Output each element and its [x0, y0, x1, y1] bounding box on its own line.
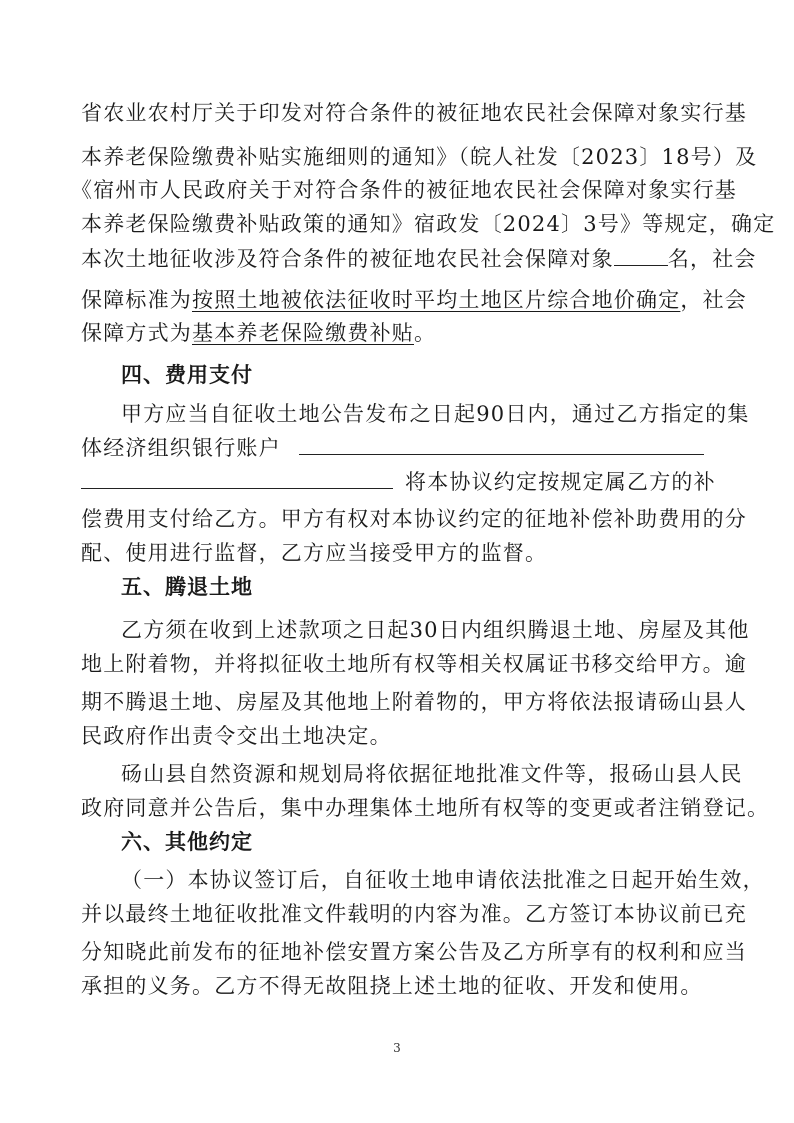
text-line: 本养老保险缴费补贴政策的通知》宿政发〔2024〕3号》等规定，确定 [81, 212, 776, 236]
section-heading: 五、腾退土地 [121, 575, 253, 599]
text-line: 承担的义务。乙方不得无故阻挠上述土地的征收、开发和使用。 [81, 974, 703, 998]
text-line: 偿费用支付给乙方。甲方有权对本协议约定的征地补偿补助费用的分 [81, 507, 747, 531]
text-fragment: 保障方式为 [81, 321, 192, 345]
text-line [81, 464, 716, 499]
section-heading: 四、费用支付 [121, 363, 253, 387]
text-line: 政府同意并公告后，集中办理集体土地所有权等的变更或者注销登记。 [81, 796, 770, 820]
text-line [81, 241, 757, 276]
bank-account-blank [299, 430, 704, 455]
text-line: 《宿州市人民政府关于对符合条件的被征地农民社会保障对象实行基 [71, 178, 737, 202]
text-line: 配、使用进行监督，乙方应当接受甲方的监督。 [81, 541, 548, 565]
page-number: 3 [393, 1041, 401, 1055]
text-line: 甲方应当自征收土地公告发布之日起90日内，通过乙方指定的集 [121, 402, 750, 426]
text-line: 民政府作出责令交出土地决定。 [81, 724, 392, 748]
section-heading: 六、其他约定 [121, 830, 253, 854]
count-blank [614, 241, 668, 266]
text-fragment: ，社会 [680, 288, 748, 312]
text-fragment: 将本协议约定按规定属乙方的补 [405, 470, 716, 494]
text-fragment: 体经济组织银行账户 [81, 436, 281, 460]
text-line: 省农业农村厅关于印发对符合条件的被征地农民社会保障对象实行基 [81, 101, 747, 125]
text-line: 本养老保险缴费补贴实施细则的通知》（皖人社发〔2023〕18号）及 [81, 145, 758, 169]
bank-account-blank [81, 464, 393, 489]
text-line [81, 316, 436, 350]
text-line [81, 430, 704, 465]
text-fragment: 名，社会 [667, 247, 757, 271]
underlined-text: 按照土地被依法征收时平均土地区片综合地价确定 [192, 288, 681, 312]
text-fragment: 保障标准为 [81, 288, 192, 312]
text-line [81, 283, 747, 317]
underlined-text: 基本养老保险缴费补贴 [192, 321, 414, 345]
text-line: 地上附着物，并将拟征收土地所有权等相关权属证书移交给甲方。逾 [81, 652, 747, 676]
text-line: 砀山县自然资源和规划局将依据征地批准文件等，报砀山县人民 [121, 762, 743, 786]
text-line: 并以最终土地征收批准文件载明的内容为准。乙方签订本协议前已充 [81, 902, 747, 926]
text-line: 期不腾退土地、房屋及其他地上附着物的，甲方将依法报请砀山县人 [81, 690, 747, 714]
text-line: 乙方须在收到上述款项之日起30日内组织腾退土地、房屋及其他 [121, 618, 750, 642]
text-fragment: 本次土地征收涉及符合条件的被征地农民社会保障对象 [81, 247, 614, 271]
text-line: 分知晓此前发布的征地补偿安置方案公告及乙方所享有的权利和应当 [81, 940, 747, 964]
text-line: （一）本协议签订后，自征收土地申请依法批准之日起开始生效， [121, 868, 765, 892]
text-fragment: 。 [414, 321, 437, 345]
